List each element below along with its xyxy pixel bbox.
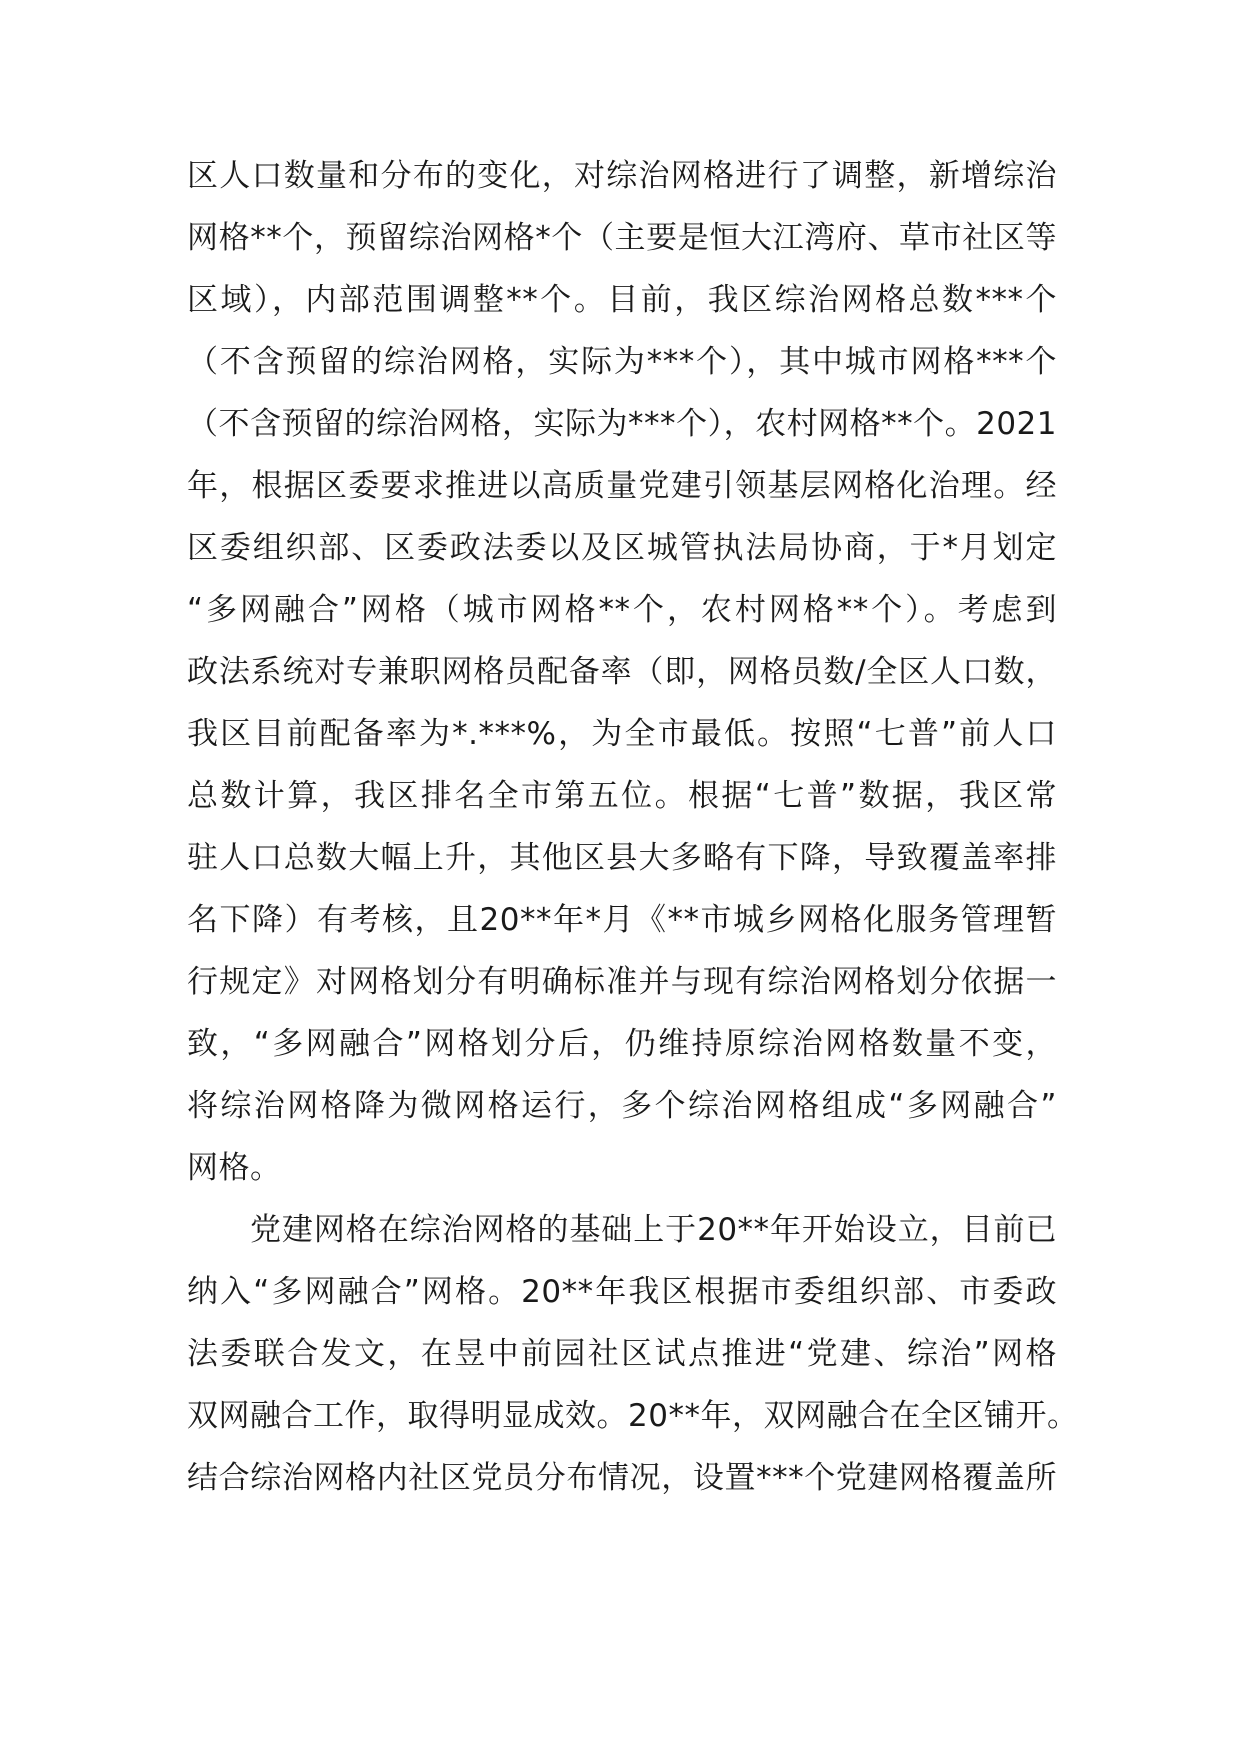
body-text-line: 政法系统对专兼职网格员配备率（即，网格员数/全区人口数，	[187, 654, 1057, 690]
body-text-line: 总数计算，我区排名全市第五位。根据“七普”数据，我区常	[187, 778, 1057, 814]
paragraph-first-line: 党建网格在综治网格的基础上于20**年开始设立，目前已	[250, 1212, 1057, 1248]
body-text-line: 法委联合发文，在昱中前园社区试点推进“党建、综治”网格	[187, 1336, 1057, 1372]
body-text-line: 网格。	[187, 1150, 282, 1186]
body-text-line: 纳入“多网融合”网格。20**年我区根据市委组织部、市委政	[187, 1274, 1057, 1310]
body-text-line: 我区目前配备率为*.***%，为全市最低。按照“七普”前人口	[187, 716, 1057, 752]
body-text-line: 区域），内部范围调整**个。目前，我区综治网格总数***个	[187, 282, 1057, 318]
body-text-line: 名下降）有考核，且20**年*月《**市城乡网格化服务管理暂	[187, 902, 1057, 938]
body-text-line: 行规定》对网格划分有明确标准并与现有综治网格划分依据一	[187, 964, 1057, 1000]
body-text-line: 区委组织部、区委政法委以及区城管执法局协商，于*月划定	[187, 530, 1057, 566]
body-text-line: 致，“多网融合”网格划分后，仍维持原综治网格数量不变，	[187, 1026, 1057, 1062]
body-text-line: 将综治网格降为微网格运行，多个综治网格组成“多网融合”	[187, 1088, 1057, 1124]
body-text-line: 驻人口总数大幅上升，其他区县大多略有下降，导致覆盖率排	[187, 840, 1057, 876]
body-text-line: （不含预留的综治网格，实际为***个），其中城市网格***个	[187, 344, 1057, 380]
body-text-line: 结合综治网格内社区党员分布情况，设置***个党建网格覆盖所	[187, 1460, 1057, 1496]
body-text-line: 网格**个，预留综治网格*个（主要是恒大江湾府、草市社区等	[187, 220, 1057, 256]
body-text-line: （不含预留的综治网格，实际为***个），农村网格**个。2021	[187, 406, 1057, 442]
body-text-line: “多网融合”网格（城市网格**个，农村网格**个）。考虑到	[187, 592, 1057, 628]
body-text-line: 区人口数量和分布的变化，对综治网格进行了调整，新增综治	[187, 158, 1057, 194]
body-text-line: 双网融合工作，取得明显成效。20**年，双网融合在全区铺开。	[187, 1398, 1079, 1434]
body-text-line: 年，根据区委要求推进以高质量党建引领基层网格化治理。经	[187, 468, 1057, 504]
